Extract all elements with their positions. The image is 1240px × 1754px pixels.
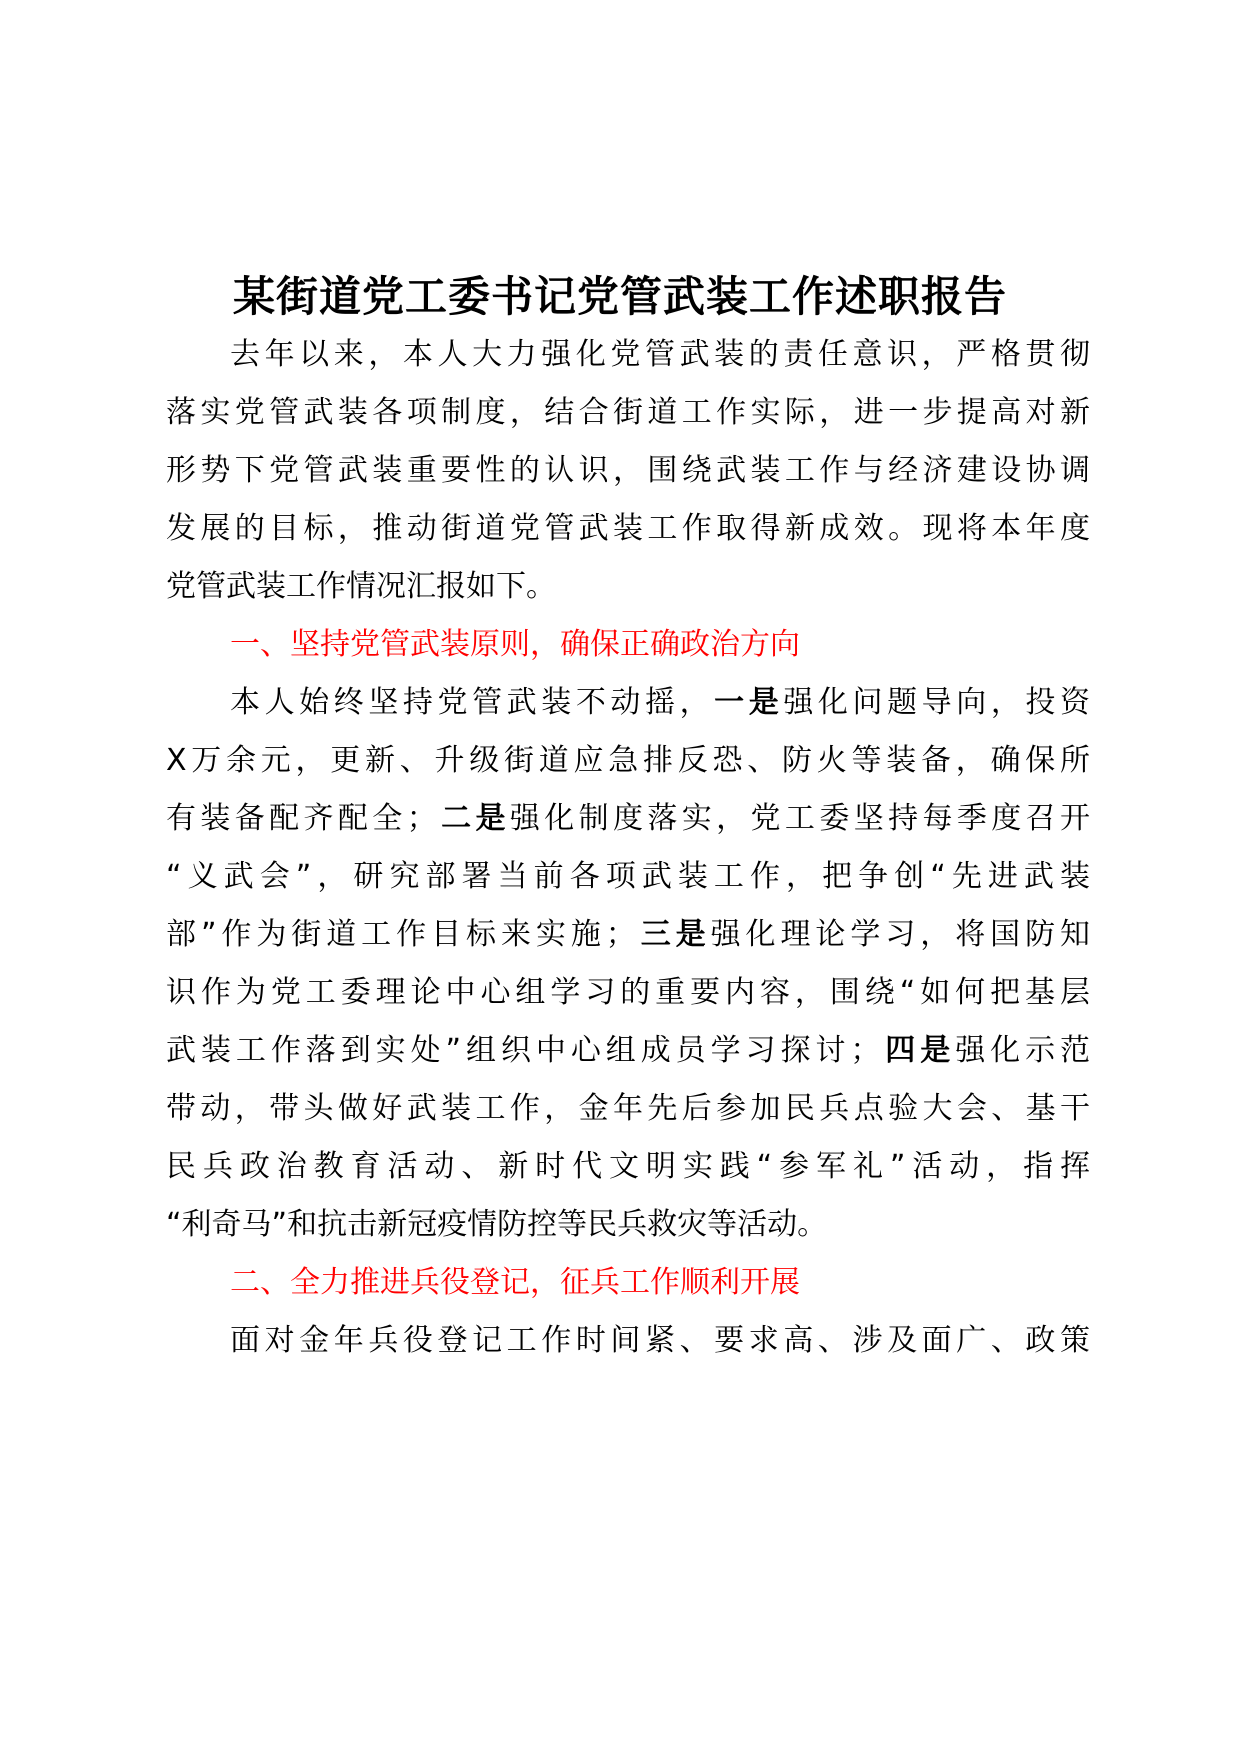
section-heading-1: 一、坚持党管武装原则，确保正确政治方向 — [230, 627, 800, 662]
body-line: X万余元，更新、升级街道应急排反恐、防火等装备，确保所 — [166, 743, 1090, 778]
intro-line: 落实党管武装各项制度，结合街道工作实际，进一步提高对新 — [166, 395, 1090, 430]
text-run: 强化理论学习，将国防知 — [710, 917, 1091, 952]
body-line: 识作为党工委理论中心组学习的重要内容，围绕“如何把基层 — [166, 975, 1090, 1010]
body-line: 带动，带头做好武装工作，金年先后参加民兵点验大会、基干 — [166, 1091, 1090, 1126]
document-title: 某街道党工委书记党管武装工作述职报告 — [232, 272, 1007, 321]
bold-run: 三是 — [635, 917, 711, 952]
text-run: 部”作为街道工作目标来实施； — [166, 917, 636, 952]
body-line — [166, 906, 1090, 964]
bold-run: 二是 — [436, 801, 510, 836]
text-run: 本人始终坚持党管武装不动摇， — [230, 685, 715, 720]
text-run: 强化示范 — [955, 1033, 1091, 1068]
intro-line: 去年以来，本人大力强化党管武装的责任意识，严格贯彻 — [230, 337, 1090, 372]
body-line: “义武会”，研究部署当前各项武装工作，把争创“先进武装 — [166, 859, 1090, 894]
body-line: “利奇马”和抗击新冠疫情防控等民兵救灾等活动。 — [166, 1207, 828, 1242]
intro-line: 形势下党管武装重要性的认识，围绕武装工作与经济建设协调 — [166, 453, 1090, 488]
text-run: 强化问题导向，投资 — [783, 685, 1091, 720]
intro-line: 发展的目标，推动街道党管武装工作取得新成效。现将本年度 — [166, 511, 1090, 546]
bold-run: 一是 — [714, 685, 784, 720]
section-heading-2: 二、全力推进兵役登记，征兵工作顺利开展 — [230, 1265, 800, 1300]
body-line: 面对金年兵役登记工作时间紧、要求高、涉及面广、政策 — [230, 1323, 1090, 1358]
intro-line: 党管武装工作情况汇报如下。 — [166, 569, 556, 604]
text-run: 有装备配齐配全； — [166, 801, 437, 836]
text-run: 武装工作落到实处”组织中心组成员学习探讨； — [166, 1033, 881, 1068]
body-line — [166, 1022, 1090, 1080]
body-line — [166, 790, 1090, 848]
body-line: 民兵政治教育活动、新时代文明实践“参军礼”活动，指挥 — [166, 1149, 1090, 1184]
body-line — [230, 674, 1090, 732]
text-run: 强化制度落实，党工委坚持每季度召开 — [509, 801, 1091, 836]
bold-run: 四是 — [880, 1033, 956, 1068]
